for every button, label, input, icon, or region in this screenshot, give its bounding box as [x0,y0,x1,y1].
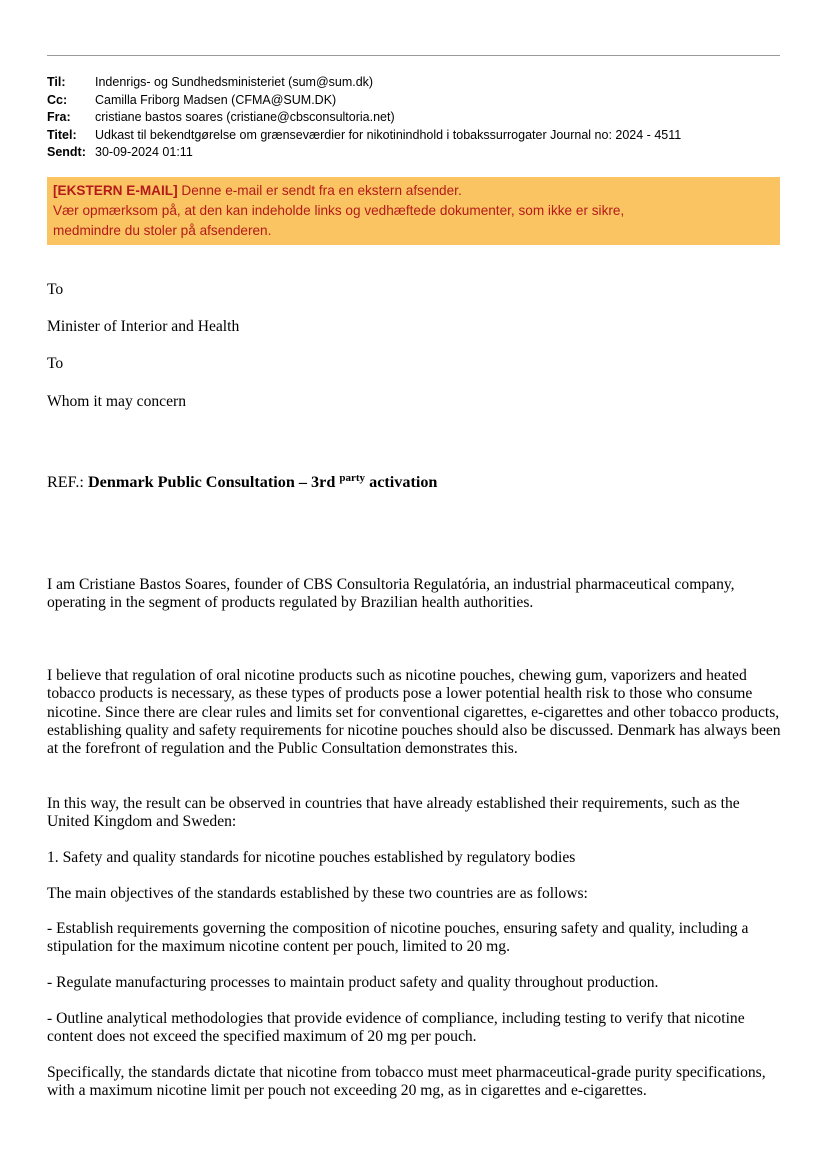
header-label: Cc: [47,92,68,107]
header-row-from [47,109,681,127]
header-label: Titel: [47,127,77,142]
salutation-recipient-1: Minister of Interior and Health [47,318,240,335]
paragraph-6: - Regulate manufacturing processes to maintain product safety and quality throughout production. [47,974,659,991]
header-value: Udkast til bekendtgørelse om grænseværdier for nikotinindhold i tobakssurrogater Journal no: 2024 - 4511 [95,127,682,142]
warning-tag: [EKSTERN E-MAIL] [53,183,178,198]
reference-prefix: REF.: [47,473,88,491]
salutation-recipient-2: Whom it may concern [47,393,186,410]
paragraph-8: Specifically, the standards dictate that nicotine from tobacco must meet pharmaceutical-grade purity specifications, with a maximum nicotine limit per pouch not exceeding 20 mg, as in cigarettes and e-cigarettes. [47,1064,766,1100]
header-row-title [47,127,681,145]
paragraph-5: - Establish requirements governing the composition of nicotine pouches, ensuring safety and quality, including a stipulation for the maximum nicotine content per pouch, limited to 20 mg. [47,920,749,956]
reference-superscript: party [339,472,366,484]
email-header [47,74,681,162]
header-row-to [47,74,681,92]
reference-title-part1: Denmark Public Consultation – 3rd [87,473,340,491]
paragraph-1: I believe that regulation of oral nicotine products such as nicotine pouches, chewing gum, vaporizers and heated tobacco products is necessary, as these types of products pose a lower potential health risk to those who consume nicotine. Since there are clear rules and limits set for conventional cigarettes, e-cigarettes and other tobacco products, establishing quality and safety requirements for nicotine pouches should also be discussed. Denmark has always been at the forefront of regulation and the Public Consultation demonstrates this. [47,667,781,758]
warning-text: Denne e-mail er sendt fra en ekstern afsender. [177,183,462,198]
header-value: Camilla Friborg Madsen (CFMA@SUM.DK) [95,92,337,107]
reference-title-part2: activation [365,473,438,491]
paragraph-4: The main objectives of the standards established by these two countries are as follows: [47,885,588,902]
intro-paragraph: I am Cristiane Bastos Soares, founder of CBS Consultoria Regulatória, an industrial pharmaceutical company, operating in the segment of products regulated by Brazilian health authorities. [47,576,735,612]
header-label: Sendt: [47,145,86,159]
paragraph-7: - Outline analytical methodologies that provide evidence of compliance, including testing to verify that nicotine content does not exceed the specified maximum of 20 mg per pouch. [47,1010,745,1046]
header-value: cristiane bastos soares (cristiane@cbsconsultoria.net) [95,110,395,124]
header-divider [47,55,780,56]
salutation-to-1: To [47,281,64,298]
paragraph-2: In this way, the result can be observed in countries that have already established their requirements, such as the United Kingdom and Sweden: [47,795,740,831]
header-value: 30-09-2024 01:11 [95,145,193,159]
header-row-cc [47,92,681,110]
header-label: Til: [47,75,66,89]
warning-line-1 [53,181,774,201]
salutation-to-2: To [47,355,64,372]
header-row-sent [47,144,681,162]
reference-line [47,469,782,491]
header-value: Indenrigs- og Sundhedsministeriet (sum@sum.dk) [95,75,374,89]
header-label: Fra: [47,110,71,124]
warning-line-2: Vær opmærksom på, at den kan indeholde links og vedhæftede dokumenter, som ikke er sikre, [53,203,625,218]
external-email-warning [47,177,780,245]
paragraph-3: 1. Safety and quality standards for nicotine pouches established by regulatory bodies [47,849,576,866]
warning-line-3: medmindre du stoler på afsenderen. [53,223,272,238]
